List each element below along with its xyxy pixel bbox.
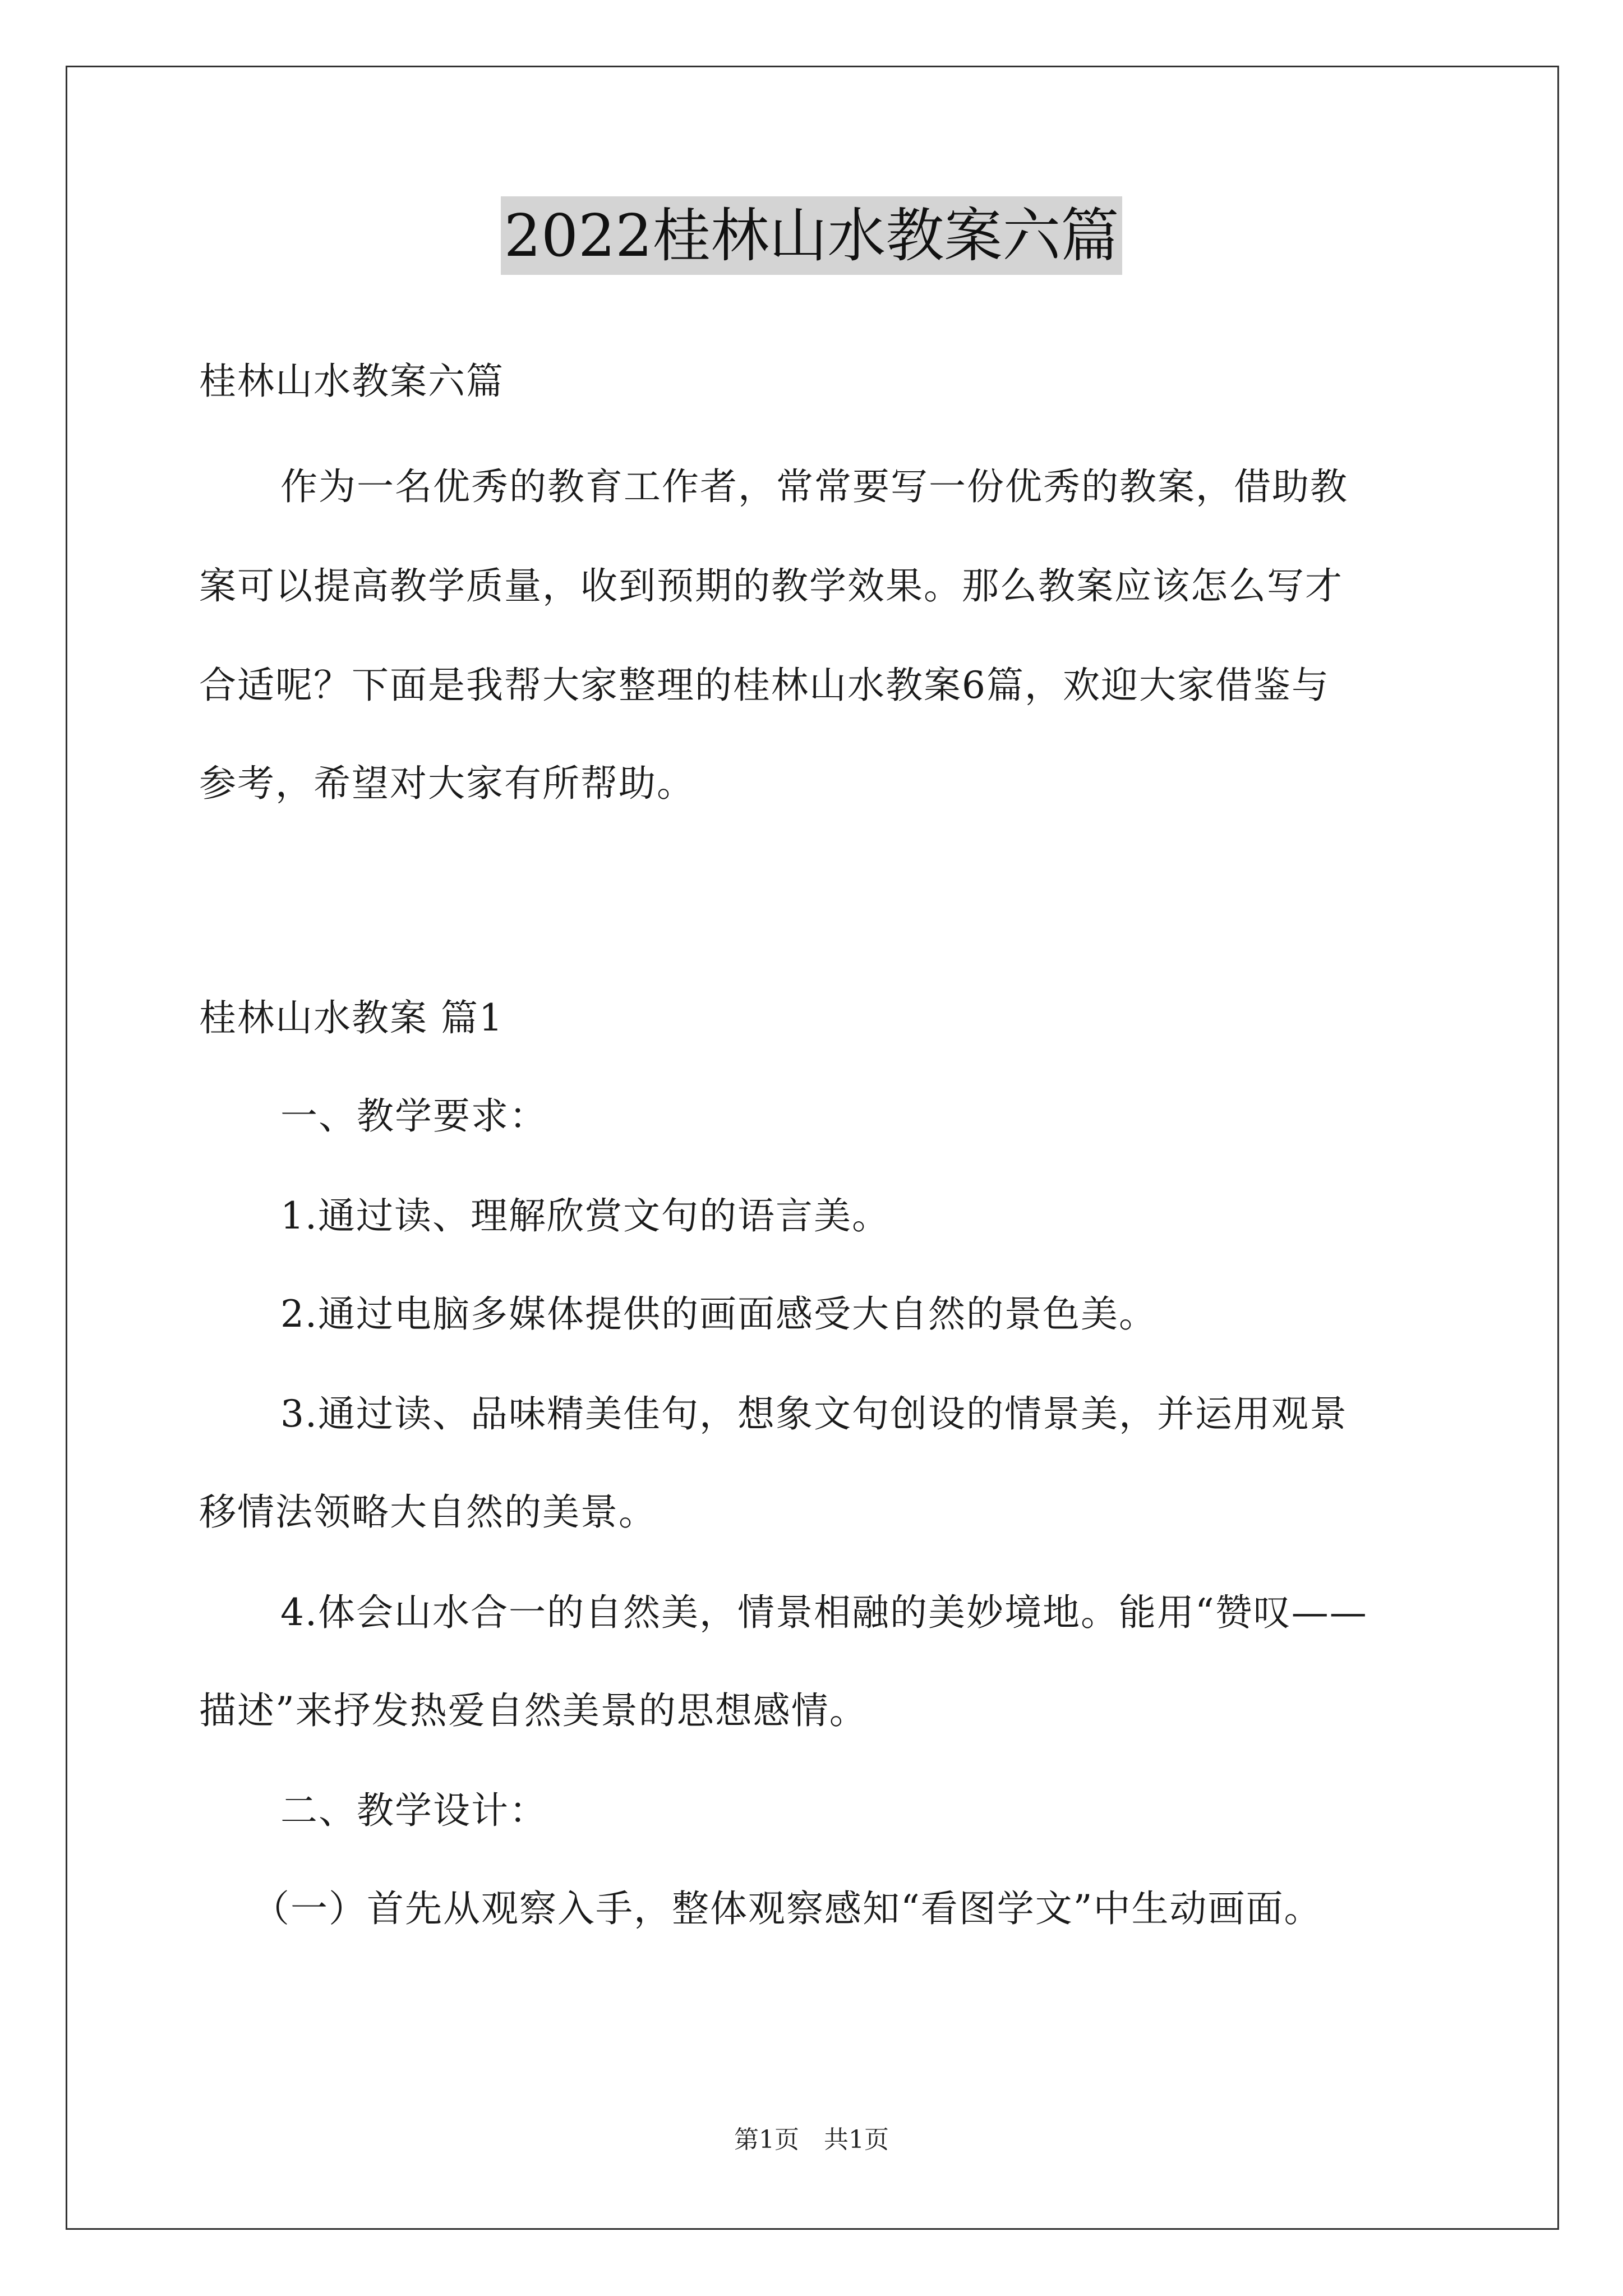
page-number: 第1页 (734, 2125, 799, 2154)
requirement-item-1: 1.通过读、理解欣赏文句的语言美。 (280, 1194, 890, 1237)
design-item-1: （一）首先从观察入手，整体观察感知“看图学文”中生动画面。 (252, 1887, 1322, 1930)
title-container (0, 196, 1623, 275)
section-heading-1: 桂林山水教案 篇1 (199, 996, 504, 1039)
intro-line-2: 案可以提高教学质量，收到预期的教学效果。那么教案应该怎么写才 (199, 564, 1343, 608)
requirement-item-3-cont: 移情法领略大自然的美景。 (199, 1490, 657, 1534)
page-total: 共1页 (824, 2125, 889, 2154)
teaching-requirements-heading: 一、教学要求： (280, 1094, 547, 1138)
intro-line-3: 合适呢？下面是我帮大家整理的桂林山水教案6篇，欢迎大家借鉴与 (199, 664, 1330, 707)
page-footer (0, 2123, 1623, 2157)
document-title: 2022桂林山水教案六篇 (501, 196, 1123, 275)
requirement-item-4: 4.体会山水合一的自然美，情景相融的美妙境地。能用“赞叹—— (280, 1591, 1368, 1634)
teaching-design-heading: 二、教学设计： (280, 1789, 547, 1832)
subtitle-line: 桂林山水教案六篇 (199, 360, 504, 403)
requirement-item-3: 3.通过读、品味精美佳句，想象文句创设的情景美，并运用观景 (280, 1392, 1348, 1435)
intro-line-1: 作为一名优秀的教育工作者，常常要写一份优秀的教案，借助教 (280, 465, 1348, 508)
requirement-item-2: 2.通过电脑多媒体提供的画面感受大自然的景色美。 (280, 1292, 1157, 1336)
requirement-item-4-cont: 描述”来抒发热爱自然美景的思想感情。 (199, 1689, 868, 1732)
intro-line-4: 参考，希望对大家有所帮助。 (199, 762, 695, 805)
